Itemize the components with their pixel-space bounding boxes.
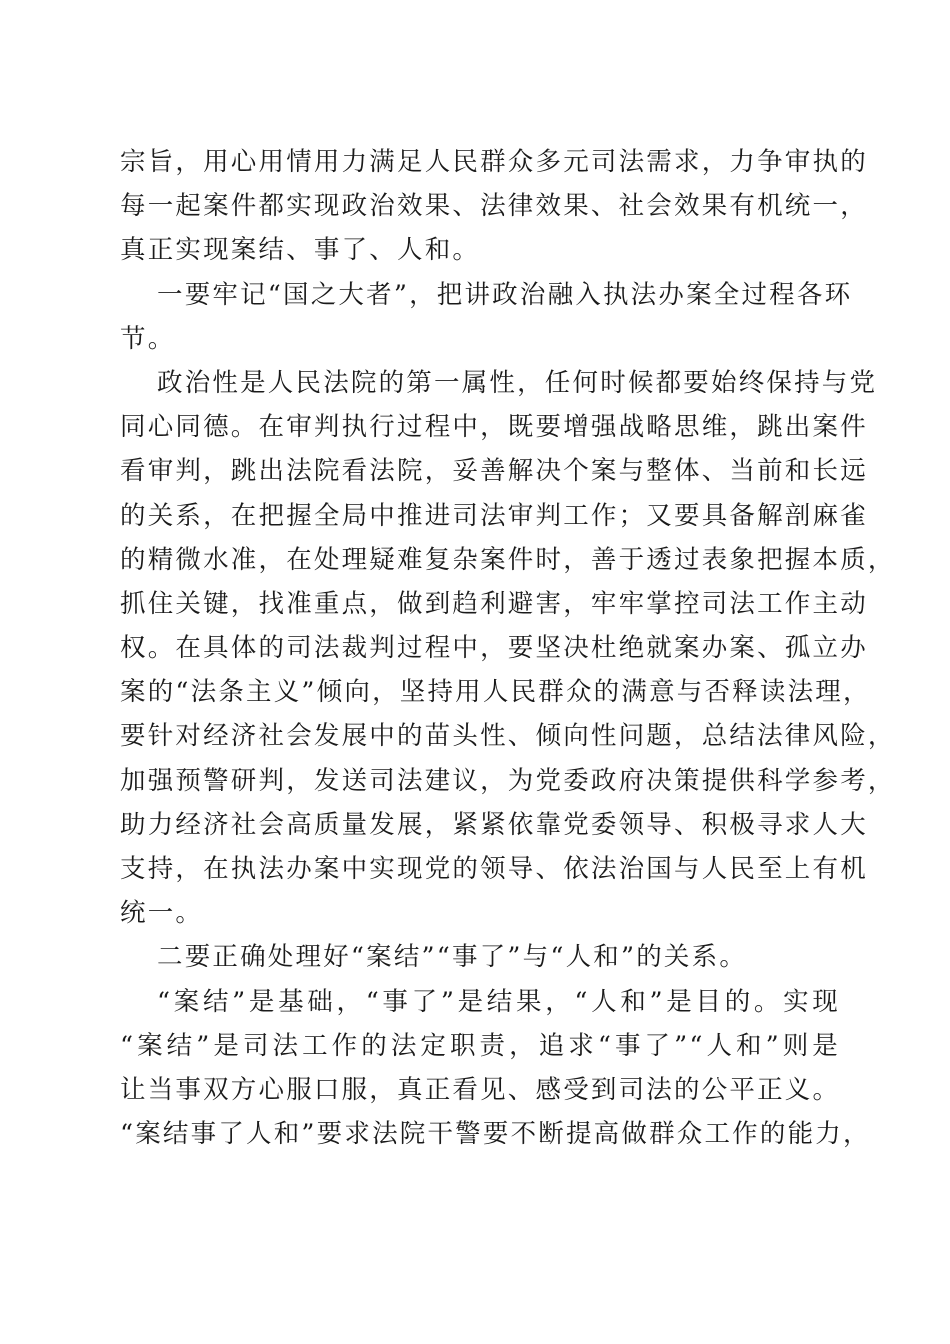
- text-line: 每一起案件都实现政治效果、法律效果、社会效果有机统一，: [120, 191, 868, 222]
- body-text: [120, 140, 896, 1156]
- text-line: 加强预警研判，发送司法建议，为党委政府决策提供科学参考，: [120, 765, 896, 796]
- text-line: 政治性是人民法院的第一属性，任何时候都要始终保持与党: [157, 367, 878, 398]
- text-line: 同心同德。在审判执行过程中，既要增强战略思维，跳出案件: [120, 412, 868, 443]
- text-line: 一要牢记“国之大者”，把讲政治融入执法办案全过程各环: [157, 279, 853, 310]
- text-line: 让当事双方心服口服，真正看见、感受到司法的公平正义。: [120, 1074, 841, 1105]
- text-line: 助力经济社会高质量发展，紧紧依靠党委领导、积极寻求人大: [120, 809, 868, 840]
- text-line: 统一。: [120, 898, 204, 929]
- text-line: 支持，在执法办案中实现党的领导、依法治国与人民至上有机: [120, 854, 868, 884]
- text-line: “案结”是司法工作的法定职责，追求“事了”“人和”则是: [120, 1030, 840, 1061]
- text-line: 宗旨，用心用情用力满足人民群众多元司法需求，力争审执的: [120, 147, 868, 177]
- text-line: 二要正确处理好“案结”“事了”与“人和”的关系。: [157, 942, 748, 973]
- text-line: 权。在具体的司法裁判过程中，要坚决杜绝就案办案、孤立办: [120, 633, 868, 664]
- text-line: “案结”是基础，“事了”是结果，“人和”是目的。实现: [157, 986, 840, 1017]
- text-line: 抓住关键，找准重点，做到趋利避害，牢牢掌控司法工作主动: [120, 588, 868, 619]
- text-line: 的关系，在把握全局中推进司法审判工作；又要具备解剖麻雀: [120, 500, 868, 531]
- text-line: 看审判，跳出法院看法院，妥善解决个案与整体、当前和长远: [120, 456, 868, 487]
- text-line: 的精微水准，在处理疑难复杂案件时，善于透过表象把握本质，: [120, 544, 896, 575]
- text-line: 真正实现案结、事了、人和。: [120, 235, 481, 266]
- text-line: 案的“法条主义”倾向，坚持用人民群众的满意与否释读法理，: [120, 677, 871, 708]
- text-line: 节。: [120, 323, 176, 354]
- text-line: 要针对经济社会发展中的苗头性、倾向性问题，总结法律风险，: [120, 721, 896, 752]
- text-line: “案结事了人和”要求法院干警要不断提高做群众工作的能力，: [120, 1119, 871, 1150]
